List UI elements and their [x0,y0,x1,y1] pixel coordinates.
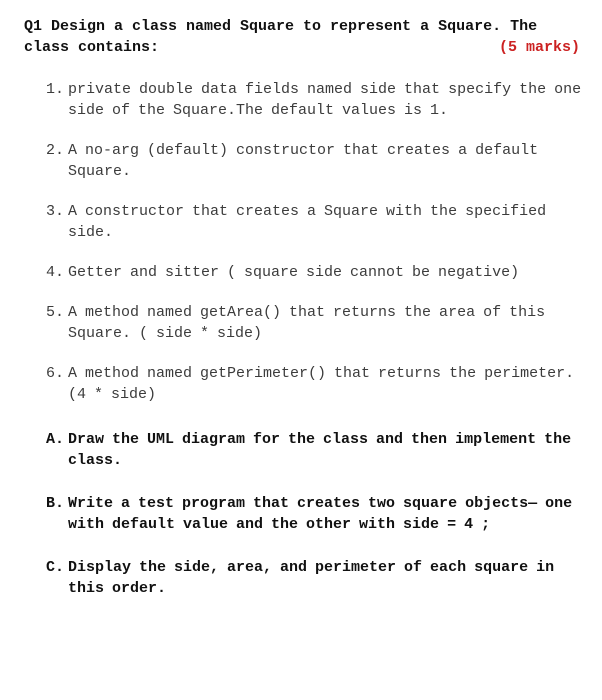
question-title-line2: class contains: [24,39,160,56]
item-text: A no-arg (default) constructor that creates a default Square. [68,142,539,180]
item-text: Getter and sitter ( square side cannot be negative) [68,264,520,281]
list-item [46,79,598,121]
item-number: 1. [46,81,65,98]
list-item [46,557,598,599]
tasks-list [46,429,598,621]
item-letter: A. [46,431,65,448]
item-number: 3. [46,203,65,220]
item-number: 4. [46,264,65,281]
item-text: A method named getArea() that returns the area of this Square. ( side * side) [68,304,546,342]
item-text: A constructor that creates a Square with the specified side. [68,203,547,241]
item-number: 5. [46,304,65,321]
item-letter: C. [46,559,65,576]
list-item [46,493,598,535]
requirements-list [46,79,598,424]
item-text: Display the side, area, and perimeter of each square in this order. [68,559,555,597]
marks-label: (5 marks) [498,39,580,56]
list-item [46,201,598,243]
item-letter: B. [46,495,65,512]
item-text: Write a test program that creates two square objects— one with default value and the other with side = 4 ; [68,495,573,533]
list-item [46,302,598,344]
item-text: A method named getPerimeter() that returns the perimeter. (4 * side) [68,365,575,403]
item-text: private double data fields named side that specify the one side of the Square.The default values is 1. [68,81,582,119]
item-number: 2. [46,142,65,159]
question-header [24,16,580,58]
list-item [46,429,598,471]
list-item [46,262,598,283]
question-title-line1: Q1 Design a class named Square to represent a Square. The [24,18,538,35]
list-item [46,140,598,182]
item-text: Draw the UML diagram for the class and then implement the class. [68,431,572,469]
item-number: 6. [46,365,65,382]
list-item [46,363,598,405]
